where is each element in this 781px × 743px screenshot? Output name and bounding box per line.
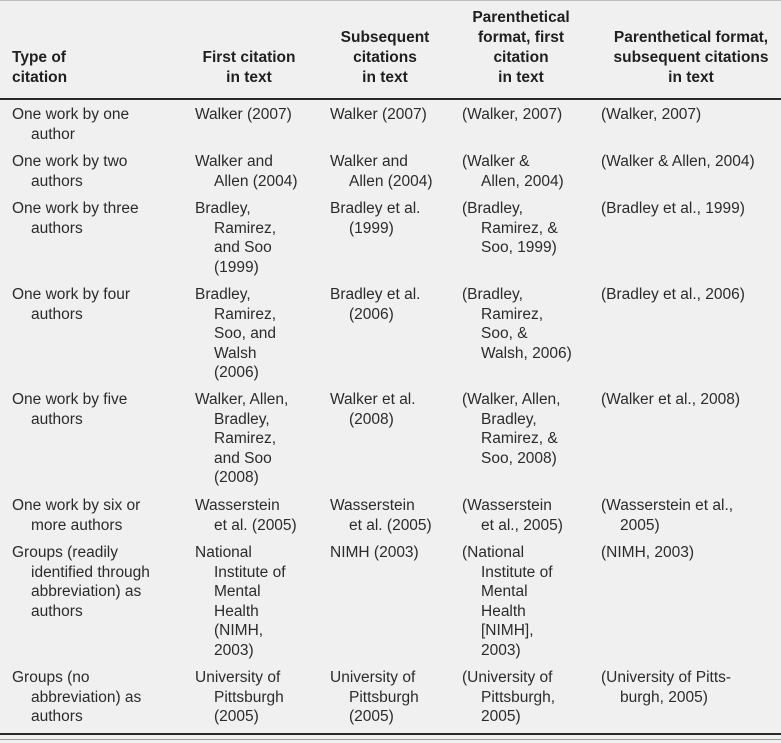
cell-text: Groups (no (12, 669, 90, 686)
cell-text: 2005) (481, 708, 521, 725)
header-text: citations (353, 49, 417, 66)
cell-text: (2006) (349, 305, 394, 323)
row-label-cell (12, 543, 150, 621)
cell-text: Walker, Allen, (195, 391, 289, 408)
cell-text: University of (330, 669, 416, 686)
table-cell (195, 496, 297, 535)
cell-text: Pittsburgh, (481, 688, 556, 706)
cell-text: Allen (2004) (349, 172, 433, 190)
cell-text: (NIMH, 2003) (601, 544, 695, 561)
cell-text: One work by six or (12, 497, 141, 514)
cell-text: Walsh, 2006) (481, 344, 572, 362)
cell-text: Walker (2007) (195, 106, 292, 123)
cell-text: authors (31, 305, 83, 323)
header-text: in text (226, 69, 272, 86)
header-text: in text (668, 69, 714, 86)
cell-text: 2003) (214, 641, 254, 659)
table-cell (195, 152, 298, 191)
table-cell (330, 152, 433, 191)
cell-text: Mental (214, 583, 261, 600)
cell-text: more authors (31, 516, 123, 534)
header-text: Parenthetical format, (613, 29, 769, 46)
cell-text: Bradley, (195, 200, 251, 217)
cell-text: Health (214, 602, 259, 620)
row-label-cell (12, 199, 139, 238)
cell-text: (Walker, 2007) (462, 106, 563, 123)
table-cell (195, 285, 276, 383)
cell-text: National (195, 544, 252, 561)
cell-text: authors (31, 172, 83, 190)
cell-text: Groups (readily (12, 544, 118, 561)
cell-text: Walker and (330, 153, 408, 170)
cell-text: authors (31, 219, 83, 237)
cell-text: Soo, and (214, 325, 277, 342)
cell-text: (Bradley et al., 1999) (601, 200, 745, 217)
header-text: subsequent citations (613, 49, 769, 66)
cell-text: Institute of (481, 563, 553, 581)
cell-text: authors (31, 602, 83, 620)
cell-text: authors (31, 410, 83, 428)
cell-text: Wasserstein (330, 497, 415, 514)
cell-text: Walker (2007) (330, 106, 427, 123)
cell-text: One work by two (12, 153, 128, 170)
row-label-cell (12, 105, 129, 144)
table-cell (195, 543, 286, 660)
cell-text: Pittsburgh (349, 688, 419, 706)
cell-text: (University of (462, 669, 553, 686)
cell-text: abbreviation) as (31, 583, 142, 600)
cell-text: [NIMH], (481, 622, 534, 639)
cell-text: NIMH (2003) (330, 544, 419, 561)
header-text: Subsequent (340, 29, 430, 46)
table-cell (601, 543, 694, 563)
table-cell (330, 390, 416, 429)
cell-text: identified through (31, 563, 150, 581)
cell-text: Mental (481, 583, 528, 600)
table-cell (462, 390, 561, 468)
cell-text: Bradley, (195, 286, 251, 303)
row-label-cell (12, 152, 127, 191)
bottom-rule-thin (0, 739, 781, 740)
cell-text: and Soo (214, 449, 272, 467)
table-cell (462, 496, 563, 535)
cell-text: University of (195, 669, 281, 686)
cell-text: Health (481, 602, 526, 620)
cell-text: and Soo (214, 239, 272, 256)
row-label-cell (12, 496, 140, 535)
table-cell (601, 390, 740, 410)
cell-text: One work by one (12, 106, 130, 123)
cell-text: et al., 2005) (481, 516, 563, 534)
table-cell (462, 105, 562, 125)
cell-text: One work by five (12, 391, 128, 408)
cell-text: Soo, 2008) (481, 449, 557, 467)
cell-text: Soo, & (481, 325, 528, 342)
header-cell (12, 48, 67, 88)
cell-text: (2005) (214, 708, 259, 725)
top-rule (0, 0, 781, 1)
table-cell (195, 390, 288, 488)
cell-text: (National (462, 544, 525, 561)
header-text: in text (362, 69, 408, 86)
table-cell (601, 496, 733, 535)
header-text: citation (493, 49, 549, 66)
cell-text: et al. (2005) (349, 516, 432, 534)
cell-text: (Wasserstein (462, 497, 552, 514)
cell-text: et al. (2005) (214, 516, 297, 534)
cell-text: Bradley, (214, 410, 270, 428)
cell-text: Ramirez, (214, 219, 277, 237)
table-cell (462, 199, 558, 258)
table-cell (462, 285, 572, 363)
table-cell (462, 668, 555, 727)
cell-text: Bradley, (481, 410, 537, 428)
table-cell (195, 105, 292, 125)
cell-text: authors (31, 708, 83, 725)
table-cell (330, 496, 432, 535)
header-text: citation (12, 69, 68, 86)
cell-text: (University of Pitts- (601, 669, 732, 686)
header-text: Parenthetical (472, 9, 570, 26)
cell-text: Allen, 2004) (481, 172, 564, 190)
cell-text: Ramirez, (214, 430, 277, 447)
cell-text: (Walker & (462, 153, 530, 170)
header-rule (0, 98, 781, 100)
cell-text: burgh, 2005) (620, 688, 708, 706)
cell-text: Pittsburgh (214, 688, 284, 706)
bottom-rule (0, 733, 781, 735)
cell-text: Walker et al. (330, 391, 416, 408)
cell-text: (Walker, 2007) (601, 106, 702, 123)
cell-text: One work by three (12, 200, 139, 217)
table-cell (462, 152, 564, 191)
cell-text: (1999) (349, 219, 394, 237)
table-cell (601, 199, 745, 219)
cell-text: (Bradley et al., 2006) (601, 286, 745, 303)
cell-text: One work by four (12, 286, 131, 303)
cell-text: (2006) (214, 364, 259, 381)
cell-text: 2005) (620, 516, 660, 534)
cell-text: Bradley et al. (330, 200, 421, 217)
cell-text: (Walker, Allen, (462, 391, 561, 408)
header-text: in text (498, 69, 544, 86)
cell-text: (1999) (214, 258, 259, 276)
cell-text: (Walker et al., 2008) (601, 391, 740, 408)
table-cell (195, 668, 284, 727)
row-label-cell (12, 668, 141, 727)
table-cell (330, 199, 420, 238)
cell-text: Walsh (214, 344, 257, 362)
cell-text: Soo, 1999) (481, 239, 557, 256)
header-text: Type of (12, 49, 66, 66)
header-text: format, first (477, 29, 565, 46)
table-cell (601, 152, 755, 172)
cell-text: (2008) (214, 469, 259, 486)
cell-text: (2005) (349, 708, 394, 725)
row-label-cell (12, 390, 127, 429)
cell-text: Ramirez, & (481, 430, 558, 447)
cell-text: Bradley et al. (330, 286, 421, 303)
cell-text: (Bradley, (462, 200, 523, 217)
row-label-cell (12, 285, 130, 324)
table-cell (330, 105, 427, 125)
cell-text: abbreviation) as (31, 688, 142, 706)
cell-text: (Bradley, (462, 286, 523, 303)
table-cell (195, 199, 276, 277)
table-cell (601, 285, 745, 305)
cell-text: (Wasserstein et al., (601, 497, 734, 514)
cell-text: Ramirez, (214, 305, 277, 323)
table-cell (330, 285, 420, 324)
cell-text: Institute of (214, 563, 286, 581)
cell-text: (NIMH, (214, 622, 264, 639)
cell-text: 2003) (481, 641, 521, 659)
cell-text: Allen (2004) (214, 172, 298, 190)
header-text: First citation (202, 49, 296, 66)
table-cell (601, 105, 701, 125)
cell-text: (Walker & Allen, 2004) (601, 153, 755, 170)
cell-text: author (31, 125, 75, 143)
table-cell (330, 668, 419, 727)
table-cell (462, 543, 553, 660)
cell-text: (2008) (349, 410, 394, 428)
cell-text: Ramirez, & (481, 219, 558, 237)
table-cell (601, 668, 731, 707)
table-cell (330, 543, 419, 563)
cell-text: Ramirez, (481, 305, 544, 323)
cell-text: Walker and (195, 153, 273, 170)
header-cell (581, 28, 781, 88)
cell-text: Wasserstein (195, 497, 280, 514)
